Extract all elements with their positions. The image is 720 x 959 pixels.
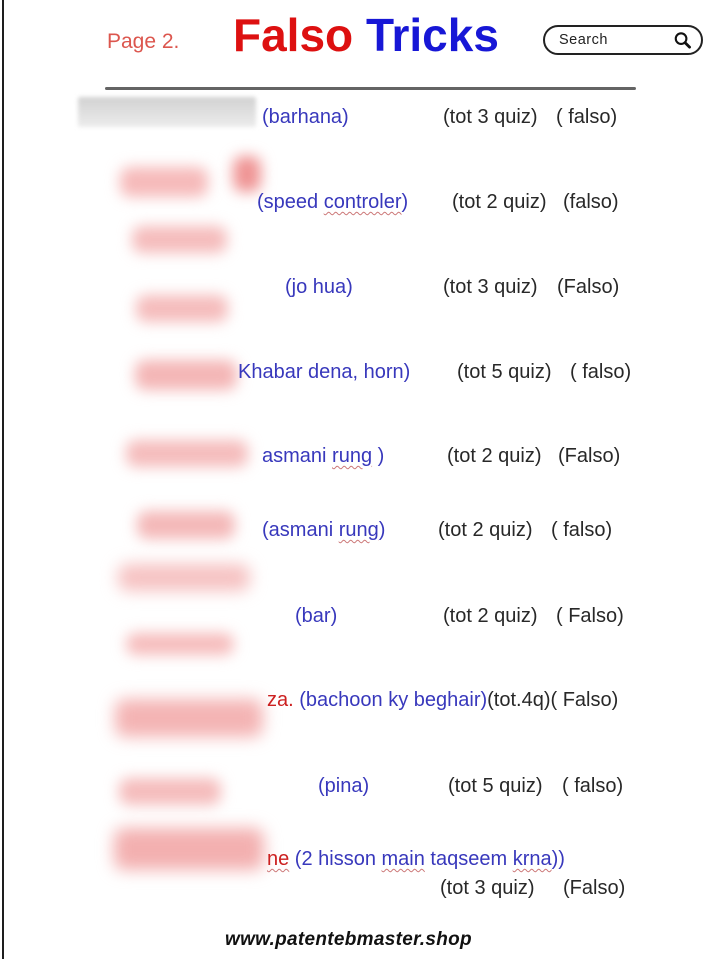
redacted-text-blur	[118, 564, 250, 591]
quiz-count: (tot 3 quiz)	[440, 877, 535, 899]
quiz-count: (tot 2 quiz)	[438, 519, 533, 541]
term-text: (barhana)	[262, 106, 349, 128]
page-edge-line	[2, 0, 4, 959]
quiz-row	[0, 103, 720, 131]
term-text: Khabar dena, horn)	[238, 361, 411, 383]
term-text: (speed controler)	[257, 191, 409, 213]
term-text: (bar)	[295, 605, 338, 627]
term-text: (pina)	[318, 775, 370, 797]
falso-tag: (Falso)	[563, 877, 626, 899]
page-number-label: Page 2.	[107, 30, 180, 53]
falso-tag: (Falso)	[557, 276, 620, 298]
quiz-count: (tot 2 quiz)	[452, 191, 547, 213]
quiz-row	[0, 358, 720, 386]
quiz-row	[0, 845, 720, 873]
quiz-row	[0, 273, 720, 301]
quiz-count: (tot 5 quiz)	[457, 361, 552, 383]
falso-tag: (falso)	[563, 191, 619, 213]
quiz-count: (tot 2 quiz)	[447, 445, 542, 467]
quiz-row	[0, 602, 720, 630]
quiz-count: (tot.4q)	[487, 689, 551, 711]
redacted-text-blur	[233, 156, 261, 192]
quiz-count: (tot 5 quiz)	[448, 775, 543, 797]
quiz-row	[0, 516, 720, 544]
falso-tag: ( falso)	[556, 106, 618, 128]
quiz-row	[0, 188, 720, 216]
term-text: ne (2 hisson main taqseem krna))	[267, 848, 565, 870]
page-title-falso: Falso	[233, 9, 354, 61]
quiz-row	[0, 772, 720, 800]
term-text: asmani rung )	[262, 445, 385, 467]
red-fragment: ne	[267, 848, 290, 870]
redacted-text-blur	[132, 226, 227, 253]
quiz-count: (tot 3 quiz)	[443, 276, 538, 298]
falso-tag: (Falso)	[558, 445, 621, 467]
falso-tag: ( Falso)	[550, 689, 619, 711]
page-title-tricks: Tricks	[365, 9, 499, 61]
falso-tag: ( Falso)	[556, 605, 624, 627]
page-title	[233, 8, 499, 62]
search-box[interactable]	[543, 25, 703, 55]
search-placeholder: Search	[559, 32, 608, 48]
website-url: www.patentebmaster.shop	[225, 929, 472, 950]
search-icon[interactable]	[673, 31, 692, 50]
falso-tag: ( falso)	[551, 519, 613, 541]
quiz-row	[0, 686, 720, 714]
quiz-count: (tot 2 quiz)	[443, 605, 538, 627]
term-text: (jo hua)	[285, 276, 353, 298]
quiz-count: (tot 3 quiz)	[443, 106, 538, 128]
redacted-text-blur	[126, 633, 234, 655]
falso-tag: ( falso)	[562, 775, 624, 797]
red-fragment: za.	[267, 689, 294, 711]
falso-tag: ( falso)	[570, 361, 632, 383]
header-divider	[105, 87, 636, 90]
quiz-row	[0, 442, 720, 470]
term-text: (asmani rung)	[262, 519, 386, 541]
quiz-row-continued	[0, 874, 720, 902]
term-text: za. (bachoon ky beghair)(tot.4q)( Falso)	[267, 689, 619, 711]
